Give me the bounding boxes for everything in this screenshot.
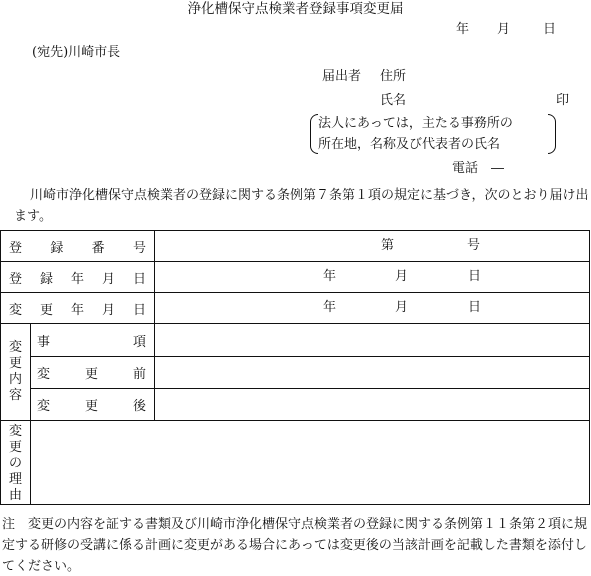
date-day-label: 日 bbox=[543, 22, 557, 37]
after-change-value-cell bbox=[155, 389, 590, 421]
registration-date-label: 登 録 年 月 日 bbox=[9, 271, 146, 287]
change-content-label: 変更内容 bbox=[8, 340, 22, 403]
before-change-label-cell bbox=[31, 357, 155, 389]
change-reason-value-cell bbox=[31, 421, 590, 505]
change-date-value-cell bbox=[155, 293, 590, 324]
registration-number-go: 号 bbox=[467, 238, 481, 253]
registration-number-label: 登 録 番 号 bbox=[9, 240, 146, 256]
before-change-label: 変 更 前 bbox=[37, 367, 146, 382]
row-registration-number bbox=[1, 231, 590, 262]
before-change-value-cell bbox=[155, 357, 590, 389]
after-change-label-cell bbox=[31, 389, 155, 421]
corporate-note-line1: 法人にあっては，主たる事務所の bbox=[318, 116, 513, 131]
registration-date-year: 年 bbox=[323, 269, 337, 284]
change-content-label-cell bbox=[1, 324, 31, 421]
date-month-label: 月 bbox=[497, 22, 511, 37]
addressee: (宛先)川崎市長 bbox=[32, 45, 121, 60]
corporate-note-line2: 所在地，名称及び代表者の氏名 bbox=[318, 137, 501, 152]
footnote: 注 変更の内容を証する書類及び川崎市浄化槽保守点検業者の登録に関する条例第１１条第２項に規定する研修の受講に係る計画に変更がある場合にあっては変更後の当該計画を記載した書類を添付してください。 bbox=[2, 517, 588, 574]
change-item-value-cell bbox=[155, 324, 590, 357]
date-year-label: 年 bbox=[456, 22, 470, 37]
change-date-year: 年 bbox=[323, 300, 337, 315]
registration-date-label-cell bbox=[1, 262, 155, 293]
row-change-reason bbox=[1, 421, 590, 505]
row-registration-date bbox=[1, 262, 590, 293]
body-text: 川崎市浄化槽保守点検業者の登録に関する条例第７条第１項の規定に基づき，次のとおり届け出ます。 bbox=[14, 188, 589, 224]
registration-date-day: 日 bbox=[468, 269, 482, 284]
seal-mark: 印 bbox=[556, 93, 570, 108]
registration-date-value-cell bbox=[155, 262, 590, 293]
row-before-change bbox=[1, 357, 590, 389]
registration-date-month: 月 bbox=[395, 269, 409, 284]
form-title: 浄化槽保守点検業者登録事項変更届 bbox=[187, 1, 404, 17]
address-label: 住所 bbox=[380, 69, 407, 84]
registration-number-dai: 第 bbox=[381, 238, 395, 253]
row-change-item bbox=[1, 324, 590, 357]
registration-change-table bbox=[0, 230, 590, 505]
name-label: 氏名 bbox=[380, 93, 407, 108]
change-date-label-cell bbox=[1, 293, 155, 324]
change-reason-label-cell bbox=[1, 421, 31, 505]
row-change-date bbox=[1, 293, 590, 324]
change-item-label-cell bbox=[31, 324, 155, 357]
phone-label: 電話 ― bbox=[452, 161, 505, 176]
after-change-label: 変 更 後 bbox=[37, 399, 146, 414]
change-date-month: 月 bbox=[395, 300, 409, 315]
change-reason-label: 変更の理由 bbox=[8, 424, 22, 503]
registration-number-value-cell bbox=[155, 231, 590, 262]
registration-number-label-cell bbox=[1, 231, 155, 262]
row-after-change bbox=[1, 389, 590, 421]
change-date-label: 変 更 年 月 日 bbox=[9, 302, 146, 318]
change-date-day: 日 bbox=[468, 300, 482, 315]
notifier-label: 届出者 bbox=[322, 69, 362, 84]
change-item-label: 事 項 bbox=[37, 334, 146, 350]
